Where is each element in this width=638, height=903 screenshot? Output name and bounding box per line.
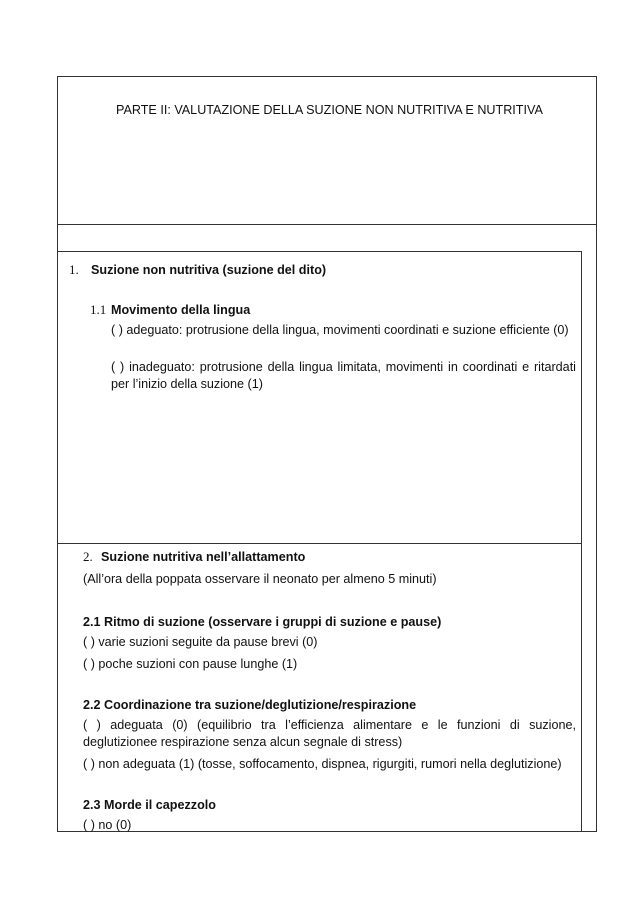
outer-border-top (57, 76, 596, 77)
row-divider-2 (57, 543, 581, 544)
section2-1-title: 2.1 Ritmo di suzione (osservare i gruppi di suzione e pause) (83, 615, 442, 629)
row-divider-1 (57, 224, 596, 225)
section1-number: 1. (69, 262, 79, 277)
inner-box-top (57, 251, 581, 252)
section1-1-number: 1.1 (90, 302, 107, 317)
rhythm-option-2: ( ) poche suzioni con pause lunghe (1) (83, 657, 298, 671)
coordination-option-inadequate: ( ) non adeguata (1) (tosse, soffocamento, dispnea, rigurgiti, rumori nella deglutizione) (83, 757, 562, 771)
section2-instruction: (All’ora della poppata osservare il neonato per almeno 5 minuti) (83, 572, 437, 586)
tongue-option-adequate: ( ) adeguato: protrusione della lingua, movimenti coordinati e suzione efficiente (0) (111, 323, 569, 337)
outer-border-right (596, 76, 597, 832)
tongue-option-inadequate: ( ) inadeguato: protrusione della lingua limitata, movimenti in coordinati e ritardati per l’inizio della suzione (1) (111, 360, 576, 391)
section2-3-title: 2.3 Morde il capezzolo (83, 798, 216, 812)
rhythm-option-1: ( ) varie suzioni seguite da pause brevi (0) (83, 635, 318, 649)
bite-option-no: ( ) no (0) (83, 818, 132, 832)
section2-number: 2. (83, 549, 93, 564)
bottom-border (57, 831, 597, 832)
section2-title: Suzione nutritiva nell’allattamento (101, 550, 306, 564)
section1-1-title: Movimento della lingua (111, 303, 251, 317)
outer-border-left (57, 76, 58, 832)
section2-2-title: 2.2 Coordinazione tra suzione/deglutizione/respirazione (83, 698, 417, 712)
section1-title: Suzione non nutritiva (suzione del dito) (91, 263, 327, 277)
part-title: PARTE II: VALUTAZIONE DELLA SUZIONE NON NUTRITIVA E NUTRITIVA (116, 103, 543, 117)
inner-box-right (581, 251, 582, 832)
coordination-option-adequate: ( ) adeguata (0) (equilibrio tra l’efficienza alimentare e le funzioni di suzione, deglutizionee respirazione senza alcun segnale di stress) (83, 718, 576, 749)
